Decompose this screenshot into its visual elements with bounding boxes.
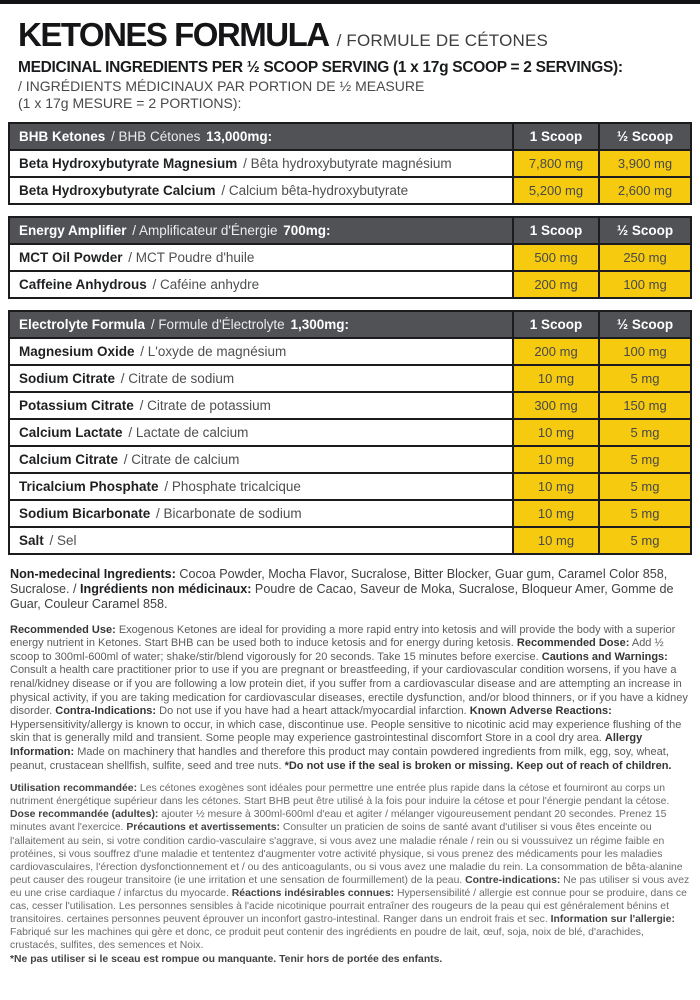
ingredient-name <box>10 447 512 472</box>
amount-half-scoop: 100 mg <box>598 339 690 364</box>
ingredient-name-en: Beta Hydroxybutyrate Magnesium <box>19 155 238 171</box>
table-header-row <box>10 124 690 149</box>
column-header-half-scoop: ½ Scoop <box>598 124 690 149</box>
ingredient-row <box>10 472 690 499</box>
amount-half-scoop: 150 mg <box>598 393 690 418</box>
french-directions-paragraph <box>10 782 690 966</box>
supplement-label <box>0 4 700 966</box>
amount-1-scoop: 300 mg <box>512 393 598 418</box>
table-total-amount: 700mg: <box>283 222 331 238</box>
ingredient-name-fr: / Citrate de potassium <box>139 397 271 413</box>
column-header-1-scoop: 1 Scoop <box>512 218 598 243</box>
ingredient-name-fr: / Phosphate tricalcique <box>164 478 301 494</box>
amount-1-scoop: 7,800 mg <box>512 151 598 176</box>
table-energy-amplifier <box>8 216 692 299</box>
ingredient-name-en: Calcium Lactate <box>19 424 123 440</box>
amount-1-scoop: 5,200 mg <box>512 178 598 203</box>
ingredient-name-fr: / Sel <box>49 532 77 548</box>
ingredient-name-en: Calcium Citrate <box>19 451 119 467</box>
ingredient-name-fr: / Calcium bêta-hydroxybutyrate <box>221 182 409 198</box>
table-title <box>10 312 512 337</box>
ingredient-name-en: Sodium Citrate <box>19 370 116 386</box>
table-title-en: BHB Ketones <box>19 128 106 144</box>
table-bhb-ketones <box>8 122 692 205</box>
ingredient-name <box>10 151 512 176</box>
amount-1-scoop: 10 mg <box>512 366 598 391</box>
table-electrolyte-formula <box>8 310 692 555</box>
ingredient-name <box>10 393 512 418</box>
ingredient-row <box>10 337 690 364</box>
ingredient-row <box>10 149 690 176</box>
product-title-en: KETONES FORMULA <box>18 16 329 53</box>
medicinal-ingredients-heading-fr-1: / INGRÉDIENTS MÉDICINAUX PAR PORTION DE ½ MEASURE <box>18 77 425 94</box>
ingredient-name <box>10 272 512 297</box>
ingredient-name-fr: / Citrate de sodium <box>120 370 235 386</box>
ingredient-name-fr: / Lactate de calcium <box>128 424 249 440</box>
amount-1-scoop: 10 mg <box>512 474 598 499</box>
table-title <box>10 218 512 243</box>
medicinal-ingredients-heading-fr-2: (1 x 17g MESURE = 2 PORTIONS): <box>18 94 242 111</box>
amount-half-scoop: 2,600 mg <box>598 178 690 203</box>
amount-1-scoop: 10 mg <box>512 447 598 472</box>
english-directions-paragraph: Recommended Use: Exogenous Ketones are ideal for providing a more rapid entry into ketosis and will provide the body with a superior energy nutrient in Ketones. Start BHB can be used both to induce ketosis and for energy during ketosis. Recommended Dose: Add ½ scoop to 300ml-600ml of water; shake/stir/blend vigorously for 20 seconds. Take 15 minutes before exercise. Cautions and Warnings: Consult a health care practitioner prior to use if you are pregnant or breastfeeding, if your cardiovascular condition worsens, if you have a renal/kidney disease or if you are following a low protein diet, if you suffer from a cardiovascular disease and are attempting an increase in physical activity, if you are taking medication for cardiovascular diseases, erectile dysfunction, and/or blood thinners, or if you have a kidney disorder. Contra-Indications: Do not use if you have had a heart attack/myocardial infarction. Known Adverse Reactions: Hypersensitivity/allergy is known to occur, in which case, discontinue use. People sensitive to nicotinic acid may experience flushing of the skin that is generally mild and transient. Some people may experience gastrointestinal discomfort Store in a cool dry area. Allergy Information: Made on machinery that handles and therefore this product may contain powdered ingredients from milk, egg, soy, wheat, peanut, crustacean shellfish, sulfite, seed and tree nuts. *Do not use if the seal is broken or missing. Keep out of reach of children. <box>10 623 688 772</box>
amount-half-scoop: 100 mg <box>598 272 690 297</box>
ingredient-name <box>10 178 512 203</box>
ingredient-row <box>10 445 690 472</box>
french-seal-warning: *Ne pas utiliser si le sceau est rompue ou manquante. Tenir hors de portée des enfants. <box>10 953 443 965</box>
ingredient-name-en: Magnesium Oxide <box>19 343 135 359</box>
ingredient-name <box>10 528 512 553</box>
ingredient-name-en: Salt <box>19 532 44 548</box>
label-title-row <box>8 14 692 55</box>
amount-half-scoop: 5 mg <box>598 420 690 445</box>
amount-half-scoop: 3,900 mg <box>598 151 690 176</box>
ingredient-name-en: Beta Hydroxybutyrate Calcium <box>19 182 216 198</box>
amount-half-scoop: 5 mg <box>598 528 690 553</box>
amount-half-scoop: 5 mg <box>598 366 690 391</box>
ingredient-name-fr: / MCT Poudre d'huile <box>128 249 255 265</box>
ingredient-row <box>10 176 690 203</box>
amount-1-scoop: 500 mg <box>512 245 598 270</box>
ingredient-name <box>10 501 512 526</box>
ingredient-name-en: Sodium Bicarbonate <box>19 505 151 521</box>
amount-half-scoop: 5 mg <box>598 474 690 499</box>
ingredient-name-en: MCT Oil Powder <box>19 249 123 265</box>
amount-1-scoop: 10 mg <box>512 420 598 445</box>
ingredient-name <box>10 245 512 270</box>
table-header-row <box>10 312 690 337</box>
ingredient-row <box>10 270 690 297</box>
ingredient-name-fr: / Citrate de calcium <box>123 451 240 467</box>
ingredient-row <box>10 526 690 553</box>
ingredient-name <box>10 420 512 445</box>
table-title-fr: / Formule d'Électrolyte <box>150 316 285 332</box>
ingredient-name-en: Tricalcium Phosphate <box>19 478 159 494</box>
column-header-1-scoop: 1 Scoop <box>512 124 598 149</box>
table-header-row <box>10 218 690 243</box>
french-directions-text: Utilisation recommandée: Les cétones exogènes sont idéales pour permettre une entrée plus rapide dans la cétose et fourniront au corps un nutriment énergétique supérieur dans les cétones. Start BHB peut être utilisé à la fois pour induire la cétose et pour l'énergie pendant la cétose. Dose recommandée (adultes): ajouter ½ mesure à 300ml-600ml d'eau et agiter / mélanger vigoureusement pendant 20 secondes. Prenez 15 minutes avant l'exercice. Précautions et avertissements: Consulter un praticien de soins de santé avant d'utiliser si vous êtes enceinte ou l'allaitement au sein, si votre condition cardio-vasculaire s'aggrave, si vous avez une maladie rénale / rein ou si voussuivez un régime faible en protéines, si vous souffrez d'une maladie et tententez d'augmenter votre activité physique, si vous prenez des médicaments pour les maladies cardiovasculaires, l'érection dysfonctionnement et / ou des anticoagulants, ou si vous avez une maladie du rein. La consommation de bêta-alanine peut causer des rougeur transitoire (ie une irritation et une sensation de fourmillement) de la peau. Contre-indications: Ne pas utiliser si vous avez eu une crise cardiaque / infarctus du myocarde. Réactions indésirables connues: Hypersensibilité / allergie est connue pour se produire, dans ce cas, cesser l'utilisation. Les personnes sensibles à l'acide nicotinique pourrait entraîner des rougeurs de la peau qui est généralement bénins et transitoires. certaines personnes peuvent éprouver un inconfort gastro-intestinal. Ranger dans un endroit frais et sec. Information sur l'allergie: Fabriqué sur les machines qui gère et donc, ce produit peut contenir des ingrédients en poudre de lait, œuf, soja, noix de blé, d'arachides, crustacés, sulfites, des semences et Noix. <box>10 783 690 952</box>
ingredient-name <box>10 474 512 499</box>
amount-1-scoop: 10 mg <box>512 528 598 553</box>
column-header-half-scoop: ½ Scoop <box>598 218 690 243</box>
table-title-fr: / Amplificateur d'Énergie <box>132 222 278 238</box>
ingredient-row <box>10 391 690 418</box>
ingredient-name-en: Potassium Citrate <box>19 397 134 413</box>
amount-half-scoop: 250 mg <box>598 245 690 270</box>
ingredient-name-fr: / Bêta hydroxybutyrate magnésium <box>243 155 452 171</box>
amount-1-scoop: 200 mg <box>512 339 598 364</box>
amount-1-scoop: 200 mg <box>512 272 598 297</box>
amount-half-scoop: 5 mg <box>598 501 690 526</box>
product-title-fr: / FORMULE DE CÉTONES <box>336 31 549 50</box>
ingredient-row <box>10 364 690 391</box>
column-header-1-scoop: 1 Scoop <box>512 312 598 337</box>
ingredient-row <box>10 499 690 526</box>
amount-half-scoop: 5 mg <box>598 447 690 472</box>
amount-1-scoop: 10 mg <box>512 501 598 526</box>
ingredient-name-fr: / Bicarbonate de sodium <box>156 505 302 521</box>
table-total-amount: 13,000mg: <box>206 128 273 144</box>
non-medicinal-ingredients-paragraph: Non-medecinal Ingredients: Cocoa Powder, Mocha Flavor, Sucralose, Bitter Blocker, Guar gum, Caramel Color 858, Sucralose. / Ingrédients non médicinaux: Poudre de Cacao, Saveur de Moka, Sucralose, Bloqueur Amer, Gomme de Guar, Couleur Caramel 858. <box>10 566 674 612</box>
table-title-en: Electrolyte Formula <box>19 316 146 332</box>
ingredient-name-fr: / L'oxyde de magnésium <box>140 343 287 359</box>
ingredient-name-fr: / Caféine anhydre <box>152 276 260 292</box>
column-header-half-scoop: ½ Scoop <box>598 312 690 337</box>
ingredient-name <box>10 339 512 364</box>
ingredient-row <box>10 418 690 445</box>
table-total-amount: 1,300mg: <box>290 316 349 332</box>
table-title-en: Energy Amplifier <box>19 222 127 238</box>
medicinal-ingredients-heading: MEDICINAL INGREDIENTS PER ½ SCOOP SERVING (1 x 17g SCOOP = 2 SERVINGS): <box>18 58 623 76</box>
table-title <box>10 124 512 149</box>
ingredient-row <box>10 243 690 270</box>
table-title-fr: / BHB Cétones <box>111 128 201 144</box>
ingredient-name <box>10 366 512 391</box>
ingredient-name-en: Caffeine Anhydrous <box>19 276 147 292</box>
